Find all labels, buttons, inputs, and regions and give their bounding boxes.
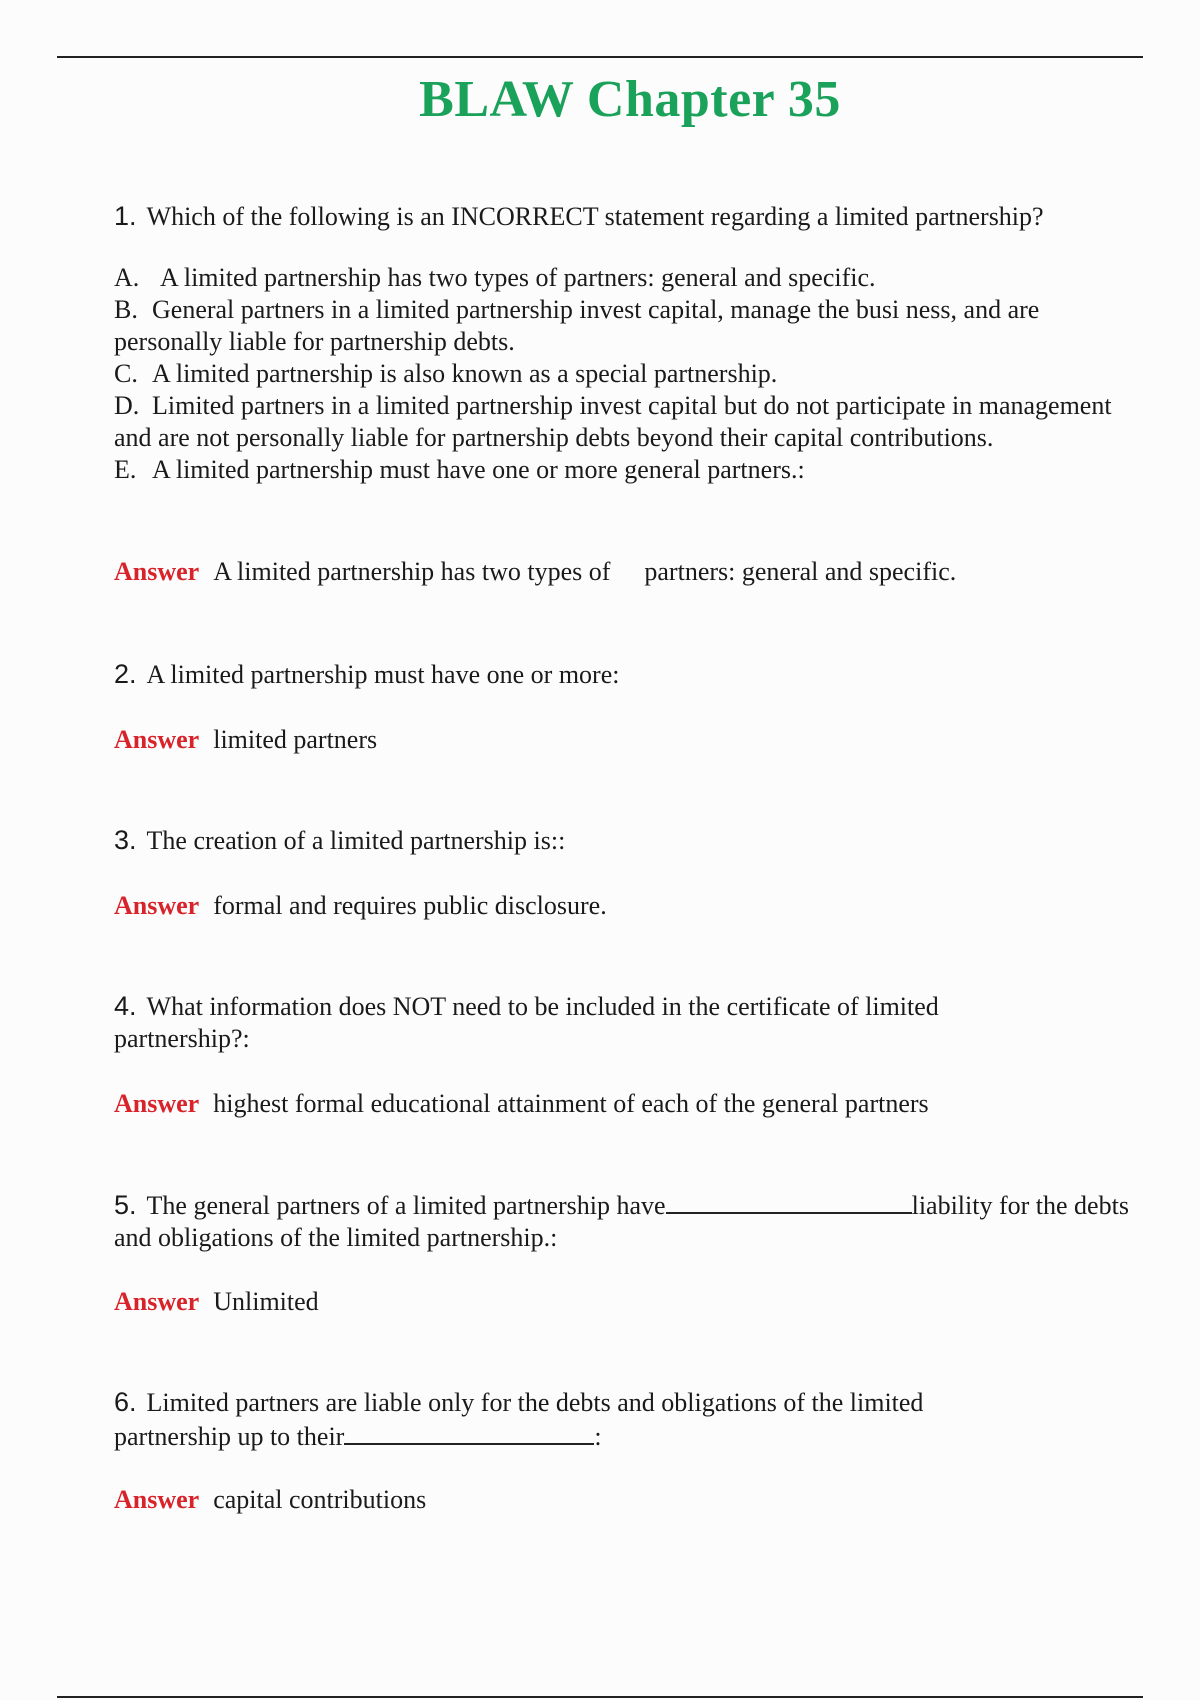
question-number: 2. [114, 659, 137, 689]
top-rule [57, 56, 1143, 58]
answer-label: Answer [114, 1287, 200, 1316]
fill-in-blank [666, 1188, 912, 1214]
question-number: 3. [114, 825, 137, 855]
answer-text: A limited partnership has two types of [213, 557, 611, 586]
answer-2 [114, 724, 377, 756]
question-1-options [114, 262, 1144, 486]
question-number: 5. [114, 1190, 137, 1220]
fill-in-blank [344, 1419, 594, 1445]
option-letter: B. [114, 295, 138, 324]
question-text-cont: liability for the debts and obligations of the limited partnership.: [114, 1191, 1129, 1252]
option-text: A limited partnership has two types of partners: general and specific. [160, 263, 876, 292]
question-2 [114, 658, 1144, 691]
option-text: Limited partners in a limited partnership invest capital but do not participate in management and are not personally liable for partnership debts beyond their capital contributions. [114, 391, 1112, 452]
option-text: A limited partnership must have one or more general partners.: [152, 455, 805, 484]
option-b [114, 294, 1144, 358]
question-text: Limited partners are liable only for the debts and obligations of the limited partnership up to their [114, 1388, 924, 1451]
page-title: BLAW Chapter 35 [419, 71, 841, 128]
answer-4 [114, 1088, 929, 1120]
option-c [114, 358, 1144, 390]
answer-text: capital contributions [213, 1485, 427, 1514]
question-text: Which of the following is an INCORRECT statement regarding a limited partnership? [146, 202, 1044, 231]
question-text: What information does NOT need to be included in the certificate of limited partnership?: [114, 992, 939, 1053]
bottom-rule [57, 1696, 1143, 1698]
answer-label: Answer [114, 725, 200, 754]
question-text: A limited partnership must have one or more: [146, 660, 620, 689]
question-number: 6. [114, 1387, 137, 1417]
question-number: 4. [114, 991, 137, 1021]
question-number: 1. [114, 201, 137, 231]
question-1 [114, 200, 1144, 233]
option-letter: C. [114, 359, 138, 388]
answer-text: Unlimited [213, 1287, 319, 1316]
answer-1 [114, 556, 956, 588]
question-4 [114, 990, 1044, 1055]
question-text: The general partners of a limited partnership have [146, 1191, 666, 1220]
answer-text-cont: partners: general and specific. [644, 557, 957, 586]
question-3 [114, 824, 1144, 857]
answer-text: highest formal educational attainment of each of the general partners [213, 1089, 929, 1118]
option-text: General partners in a limited partnership invest capital, manage the busi ness, and are personally liable for partnership debts. [114, 295, 1040, 356]
answer-5 [114, 1286, 319, 1318]
answer-text: formal and requires public disclosure. [213, 891, 607, 920]
option-letter: A. [114, 263, 140, 292]
answer-text: limited partners [213, 725, 378, 754]
option-letter: E. [114, 455, 137, 484]
answer-label: Answer [114, 1089, 200, 1118]
question-text-cont: : [594, 1422, 602, 1451]
question-6 [114, 1386, 1034, 1453]
question-5 [114, 1188, 1144, 1254]
answer-label: Answer [114, 1485, 200, 1514]
answer-6 [114, 1484, 426, 1516]
option-a [114, 262, 1144, 294]
option-text: A limited partnership is also known as a special partnership. [152, 359, 778, 388]
option-letter: D. [114, 391, 140, 420]
option-e [114, 454, 1144, 486]
answer-3 [114, 890, 607, 922]
answer-label: Answer [114, 891, 200, 920]
question-text: The creation of a limited partnership is:: [146, 826, 566, 855]
answer-label: Answer [114, 557, 200, 586]
option-d [114, 390, 1144, 454]
